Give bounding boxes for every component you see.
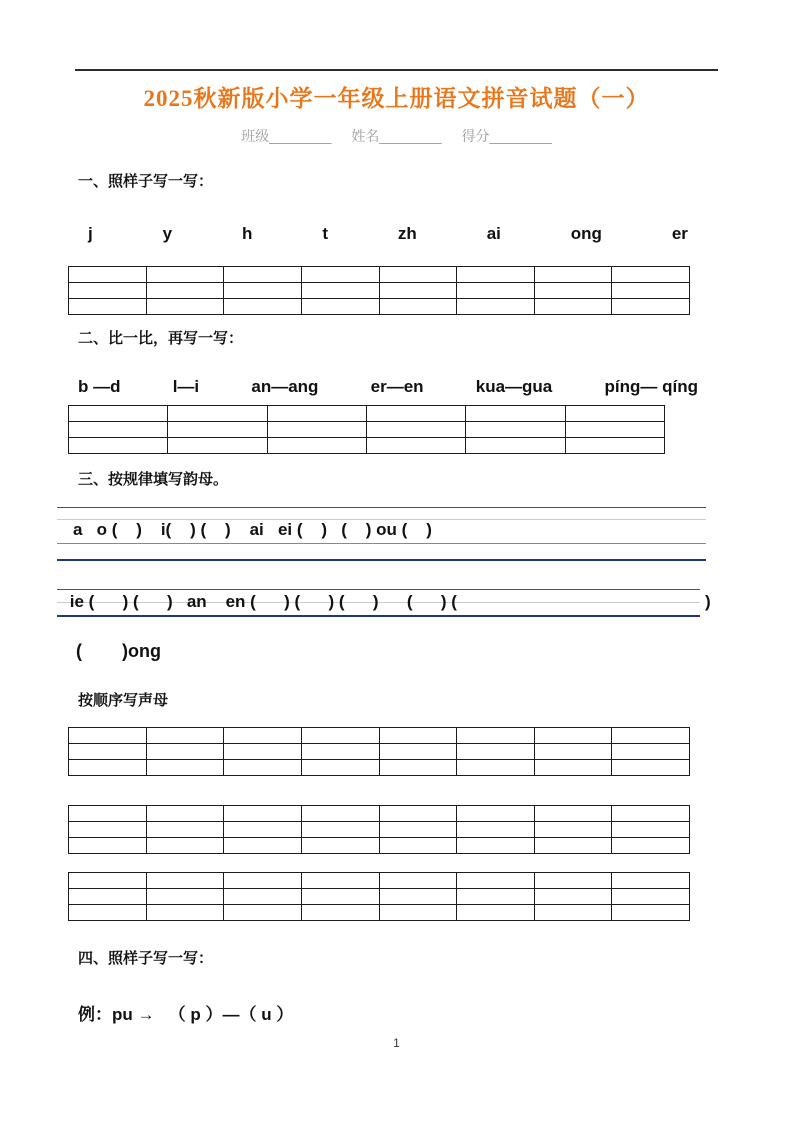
table-cell xyxy=(379,760,457,776)
table-cell xyxy=(612,889,690,905)
table-cell xyxy=(612,299,690,315)
table-cell xyxy=(146,838,224,854)
table-cell xyxy=(69,806,147,822)
table-cell xyxy=(457,728,535,744)
table-cell xyxy=(69,744,147,760)
table-cell xyxy=(466,438,565,454)
rule-line xyxy=(57,507,706,508)
table-cell xyxy=(534,299,612,315)
page-number: 1 xyxy=(393,1036,400,1050)
table-cell xyxy=(301,728,379,744)
table-cell xyxy=(612,838,690,854)
table-cell xyxy=(146,905,224,921)
table-row xyxy=(69,744,690,760)
table-cell xyxy=(612,905,690,921)
table-cell xyxy=(379,838,457,854)
table-cell xyxy=(457,299,535,315)
table-cell xyxy=(301,838,379,854)
table-cell xyxy=(379,806,457,822)
table-cell xyxy=(224,760,302,776)
section4-example: 例：pu → （ p ）—（ u ） xyxy=(78,1005,294,1024)
table-row xyxy=(69,728,690,744)
table-cell xyxy=(379,905,457,921)
table-row xyxy=(69,283,690,299)
name-blank: 姓名________ xyxy=(351,128,442,144)
table-cell xyxy=(146,283,224,299)
table-cell xyxy=(379,873,457,889)
table-cell xyxy=(69,422,168,438)
table-cell xyxy=(534,838,612,854)
table-cell xyxy=(301,267,379,283)
table-cell xyxy=(224,299,302,315)
table-cell xyxy=(466,422,565,438)
vowel-ruled-line-2-row xyxy=(57,589,793,617)
table-cell xyxy=(612,744,690,760)
table-cell xyxy=(301,806,379,822)
table-cell xyxy=(565,406,664,422)
table-cell xyxy=(612,267,690,283)
letter-item: t xyxy=(322,224,328,243)
table-cell xyxy=(534,873,612,889)
table-cell xyxy=(301,299,379,315)
rule-line xyxy=(57,543,706,544)
table-cell xyxy=(224,283,302,299)
table-cell xyxy=(69,283,147,299)
pair-item: kua—gua xyxy=(475,377,553,396)
letter-item: y xyxy=(162,224,173,243)
table-cell xyxy=(457,267,535,283)
table-cell xyxy=(457,905,535,921)
table-cell xyxy=(534,822,612,838)
table-cell xyxy=(146,760,224,776)
table-cell xyxy=(612,283,690,299)
vowel-ruled-line-1 xyxy=(57,507,706,561)
table-row xyxy=(69,438,665,454)
pair-item: er—en xyxy=(370,377,424,396)
table-cell xyxy=(379,299,457,315)
section1-writing-table xyxy=(68,266,690,315)
table-cell xyxy=(301,744,379,760)
table-cell xyxy=(612,760,690,776)
section2-writing-table xyxy=(68,405,665,454)
table-cell xyxy=(224,744,302,760)
table-row xyxy=(69,760,690,776)
table-row xyxy=(69,889,690,905)
table-cell xyxy=(301,760,379,776)
table-cell xyxy=(224,806,302,822)
table-cell xyxy=(267,438,366,454)
table-cell xyxy=(301,873,379,889)
table-cell xyxy=(457,283,535,299)
table-cell xyxy=(146,873,224,889)
table-row xyxy=(69,905,690,921)
table-cell xyxy=(379,267,457,283)
table-cell xyxy=(168,438,267,454)
table-cell xyxy=(565,438,664,454)
table-cell xyxy=(534,806,612,822)
table-cell xyxy=(146,889,224,905)
vowel-ruled-line-2 xyxy=(57,589,700,617)
table-cell xyxy=(457,760,535,776)
table-cell xyxy=(69,905,147,921)
table-cell xyxy=(267,406,366,422)
rule-line xyxy=(57,589,700,590)
table-cell xyxy=(69,889,147,905)
section4-heading: 四、照样子写一写： xyxy=(78,950,214,967)
table-cell xyxy=(379,744,457,760)
table-cell xyxy=(612,806,690,822)
table-cell xyxy=(267,422,366,438)
table-row xyxy=(69,299,690,315)
table-cell xyxy=(457,822,535,838)
table-cell xyxy=(534,905,612,921)
letter-item: er xyxy=(671,224,688,243)
letter-item: ai xyxy=(486,224,501,243)
table-cell xyxy=(224,822,302,838)
table-cell xyxy=(69,406,168,422)
table-cell xyxy=(69,838,147,854)
pair-item: an—ang xyxy=(251,377,319,396)
table-cell xyxy=(224,838,302,854)
table-cell xyxy=(168,406,267,422)
table-cell xyxy=(534,760,612,776)
initials-table-3 xyxy=(68,872,690,921)
table-cell xyxy=(224,728,302,744)
section2-heading: 二、比一比，再写一写： xyxy=(78,330,244,347)
table-cell xyxy=(301,889,379,905)
table-row xyxy=(69,822,690,838)
table-cell xyxy=(457,873,535,889)
table-cell xyxy=(146,744,224,760)
table-cell xyxy=(69,438,168,454)
table-cell xyxy=(366,422,465,438)
vowel-line-1-text: a o ( ) i( ) ( ) ai ei ( ) ( ) ou ( ) xyxy=(73,520,432,539)
class-blank: 班级________ xyxy=(241,128,332,144)
table-cell xyxy=(366,406,465,422)
initials-table-2 xyxy=(68,805,690,854)
initials-table-1 xyxy=(68,727,690,776)
table-cell xyxy=(534,267,612,283)
table-cell xyxy=(146,806,224,822)
vowel-line-2-tail: ) xyxy=(705,592,711,611)
initials-subheading: 按顺序写声母 xyxy=(78,692,169,709)
table-cell xyxy=(69,299,147,315)
rule-line-navy xyxy=(57,615,700,617)
table-cell xyxy=(457,889,535,905)
table-cell xyxy=(146,822,224,838)
table-cell xyxy=(168,422,267,438)
table-cell xyxy=(612,822,690,838)
pair-item: píng— qíng xyxy=(604,377,698,396)
table-cell xyxy=(69,760,147,776)
score-blank: 得分________ xyxy=(461,128,552,144)
table-row xyxy=(69,267,690,283)
table-cell xyxy=(366,438,465,454)
letter-item: zh xyxy=(397,224,417,243)
table-cell xyxy=(379,889,457,905)
header-rule xyxy=(75,69,718,71)
table-cell xyxy=(69,267,147,283)
table-cell xyxy=(301,905,379,921)
ong-blank-line: ( )ong xyxy=(76,641,161,661)
table-cell xyxy=(612,873,690,889)
table-cell xyxy=(565,422,664,438)
table-cell xyxy=(69,728,147,744)
table-row xyxy=(69,422,665,438)
table-cell xyxy=(301,283,379,299)
table-cell xyxy=(457,838,535,854)
table-cell xyxy=(224,873,302,889)
pair-item: l—i xyxy=(172,377,200,396)
rule-line-navy xyxy=(57,559,706,561)
table-cell xyxy=(534,728,612,744)
page-title: 2025秋新版小学一年级上册语文拼音试题（一） xyxy=(143,86,650,111)
table-cell xyxy=(379,728,457,744)
table-cell xyxy=(224,905,302,921)
table-cell xyxy=(457,744,535,760)
section3-heading: 三、按规律填写韵母。 xyxy=(78,471,229,488)
table-cell xyxy=(69,822,147,838)
pair-item: b —d xyxy=(78,377,121,396)
table-row xyxy=(69,406,665,422)
table-cell xyxy=(534,889,612,905)
table-cell xyxy=(146,299,224,315)
header-fields xyxy=(0,126,793,146)
table-cell xyxy=(379,822,457,838)
table-cell xyxy=(224,267,302,283)
table-cell xyxy=(534,283,612,299)
table-cell xyxy=(534,744,612,760)
table-cell xyxy=(146,267,224,283)
letter-item: j xyxy=(88,224,93,243)
table-cell xyxy=(146,728,224,744)
table-cell xyxy=(301,822,379,838)
table-cell xyxy=(612,728,690,744)
table-cell xyxy=(457,806,535,822)
table-row xyxy=(69,873,690,889)
section2-pair-row xyxy=(78,377,698,397)
table-row xyxy=(69,838,690,854)
vowel-line-2-text: ie ( ) ( ) an en ( ) ( ) ( ) ( ) ( xyxy=(65,592,486,611)
letter-item: ong xyxy=(570,224,602,243)
table-cell xyxy=(466,406,565,422)
table-row xyxy=(69,806,690,822)
letter-item: h xyxy=(242,224,253,243)
section1-letter-row xyxy=(88,224,688,244)
section1-heading: 一、照样子写一写： xyxy=(78,173,214,190)
table-cell xyxy=(69,873,147,889)
table-cell xyxy=(224,889,302,905)
table-cell xyxy=(379,283,457,299)
